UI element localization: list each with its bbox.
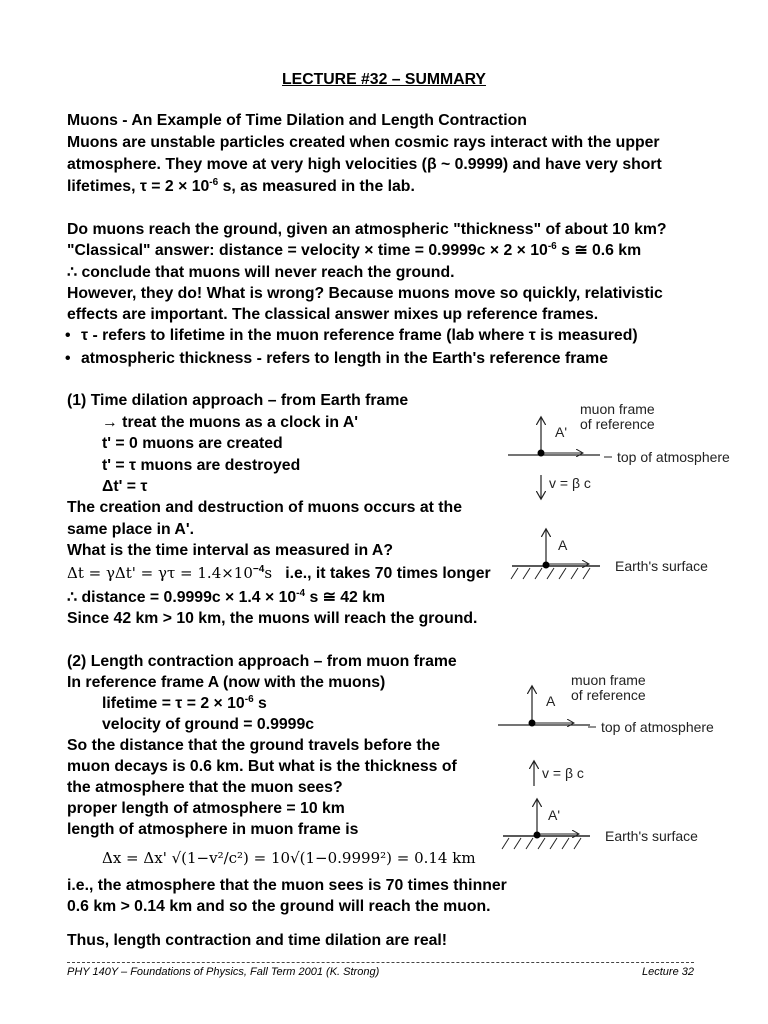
final-statement: Thus, length contraction and time dilation are real! [67,932,448,949]
s2-line: 0.6 km > 0.14 km and so the ground will reach the muon. [67,898,491,915]
fig2-top-label: top of atmosphere [601,719,714,735]
fig1-surface-label: Earth's surface [615,558,708,574]
page-title: LECTURE #32 – SUMMARY [282,71,486,88]
section-1-heading: (1) Time dilation approach – from Earth frame [67,392,409,409]
ground-hatching [502,838,581,849]
time-dilation-equation: $\Delta t = \gamma\Delta t' = \gamma\tau = 1.4\times 10^{-4}s$ i.e., it takes 70 times longer [67,564,491,582]
classical-answer: "Classical" answer: distance = velocity × time = $0.9999c \times 2 \times 10^{-6}$ s ≅ 0.6 km [67,241,642,259]
distance-line: ∴ distance = $0.9999c \times 1.4 \times 10^{-4}$ s ≅ 42 km [67,588,386,606]
question-line: Do muons reach the ground, given an atmospheric "thickness" of about 10 km? [67,221,667,238]
length-contraction-equation: Δx = Δx' √(1−v²/c²) = 10√(1−0.9999²) = 0.14 km [102,849,476,867]
fig1-frame-label: muon frame [580,401,655,417]
s2-line: the atmosphere that the muon sees? [67,779,343,796]
footer-right: Lecture 32 [642,966,694,978]
conclude-line: ∴ conclude that muons will never reach the ground. [67,264,455,281]
s1-line: The creation and destruction of muons occurs at the [67,499,462,516]
fig2-surface-label: Earth's surface [605,828,698,844]
section-2-heading: (2) Length contraction approach – from muon frame [67,653,457,670]
s1-line: → treat the muons as a clock in A' [102,414,358,431]
s2-line: So the distance that the ground travels before the [67,737,441,754]
fig2-aprime-label: A' [548,807,561,823]
earth-origin-dot [534,832,541,839]
fig1-top-label: top of atmosphere [617,449,730,465]
s1-line: same place in A'. [67,521,194,538]
fig1-velocity-label: v = β c [549,475,591,491]
s2-line: proper length of atmosphere = 10 km [67,800,345,817]
ground-hatching [511,568,590,579]
s1-line: t' = 0 muons are created [102,435,283,452]
earth-origin-dot [543,562,550,569]
s2-line: lifetime = $\tau = 2 \times 10^{-6}$ s [102,694,267,712]
intro-line-2: atmosphere. They move at very high velocities (β ~ 0.9999) and have very short [67,156,662,173]
s1-line: Δt' = τ [102,478,148,495]
s2-line: muon decays is 0.6 km. But what is the thickness of [67,758,457,775]
however-line-2: effects are important. The classical answer mixes up reference frames. [67,306,599,323]
fig1-frame-label: of reference [580,416,655,432]
fig2-frame-label: of reference [571,687,646,703]
fig2-frame-label: muon frame [571,672,646,688]
s2-line: i.e., the atmosphere that the muon sees is 70 times thinner [67,877,507,894]
s2-line: velocity of ground = 0.9999c [102,716,315,733]
figure-2 [498,672,714,849]
fig1-aprime-label: A' [555,424,568,440]
fig1-a-label: A [558,537,568,553]
s1-since: Since 42 km > 10 km, the muons will reach the ground. [67,610,478,627]
bullet-item: • τ - refers to lifetime in the muon reference frame (lab where τ is measured) [67,326,638,346]
s2-line: In reference frame A (now with the muons) [67,674,386,691]
s1-line: t' = τ muons are destroyed [102,457,301,474]
figure-1 [508,401,730,579]
bullet-item: • atmospheric thickness - refers to length in the Earth's reference frame [67,349,608,369]
section-heading: Muons - An Example of Time Dilation and Length Contraction [67,112,527,129]
s1-line: What is the time interval as measured in A? [67,542,393,559]
footer-left: PHY 140Y – Foundations of Physics, Fall Term 2001 (K. Strong) [67,966,380,978]
muon-dot [538,450,545,457]
fig2-velocity-label: v = β c [542,765,584,781]
fig2-a-label: A [546,693,556,709]
however-line-1: However, they do! What is wrong? Because muons move so quickly, relativistic [67,285,663,302]
intro-line-1: Muons are unstable particles created when cosmic rays interact with the upper [67,134,660,151]
intro-line-3: lifetimes, $\tau = 2 \times 10^{-6}$ s, as measured in the lab. [67,177,415,195]
s2-line: length of atmosphere in muon frame is [67,821,359,838]
muon-dot [529,720,536,727]
